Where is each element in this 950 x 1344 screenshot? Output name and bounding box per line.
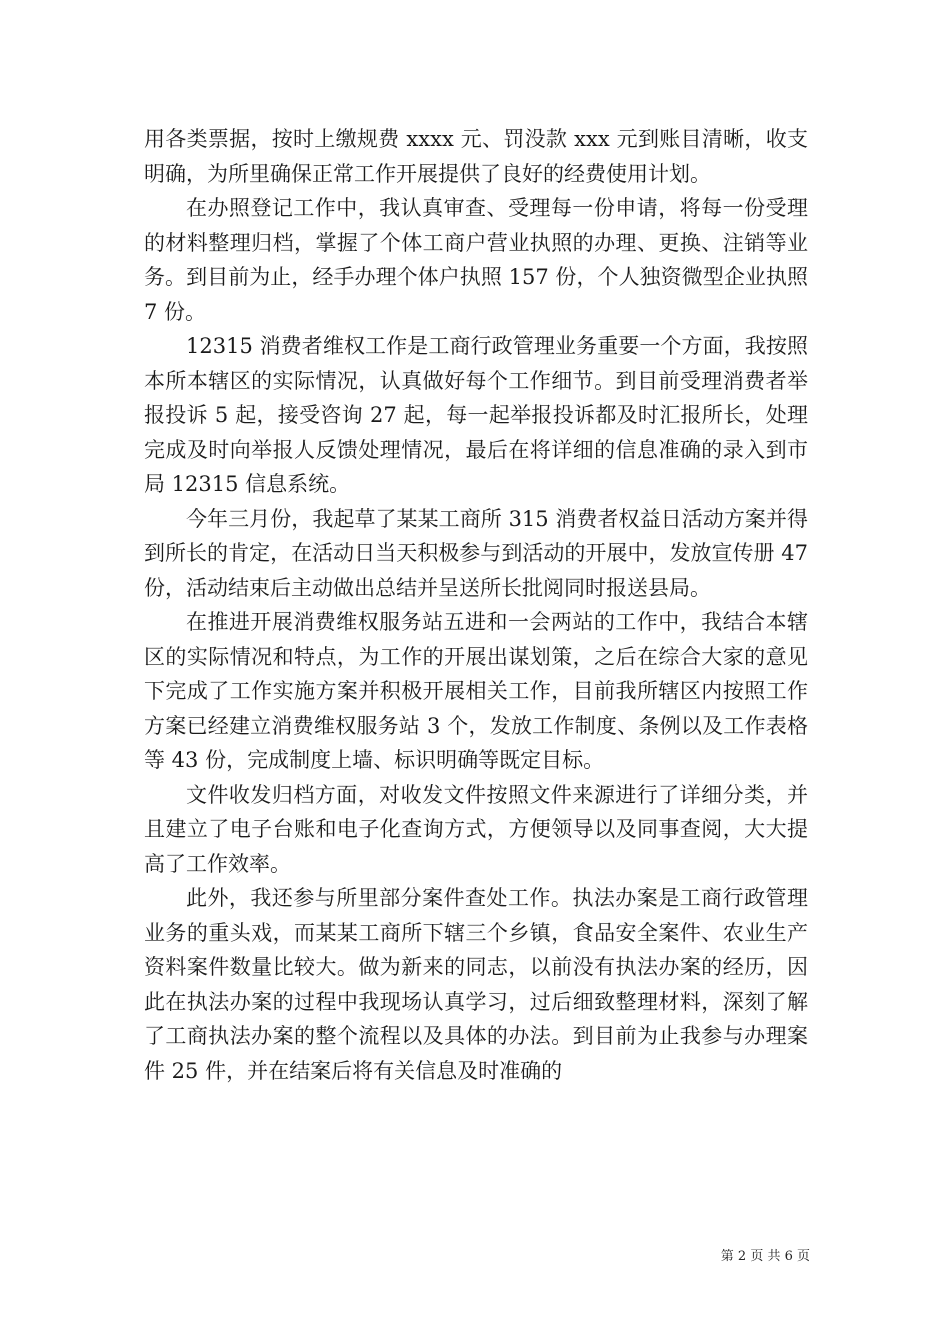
document-body (144, 122, 808, 1088)
page-number-footer: 第 2 页 共 6 页 (720, 1249, 810, 1264)
paragraph-registration: 在办照登记工作中，我认真审查、受理每一份申请，将每一份受理的材料整理归档，掌握了个体工商户营业执照的办理、更换、注销等业务。到目前为止，经手办理个体户执照 157 份，个人独资微型企业执照 7 份。 (144, 196, 808, 324)
paragraph-consumer-rights: 12315 消费者维权工作是工商行政管理业务重要一个方面，我按照本所本辖区的实际情况，认真做好每个工作细节。到目前受理消费者举报投诉 5 起，接受咨询 27 起，每一起举报投诉都及时汇报所长，处理完成及时向举报人反馈处理情况，最后在将详细的信息准确的录入到市局 12315 信息系统。 (144, 334, 808, 496)
paragraph-continued: 用各类票据，按时上缴规费 xxxx 元、罚没款 xxx 元到账目清晰，收支明确，为所里确保正常工作开展提供了良好的经费使用计划。 (144, 127, 808, 186)
paragraph-file-archiving: 文件收发归档方面，对收发文件按照文件来源进行了详细分类，并且建立了电子台账和电子化查询方式，方便领导以及同事查阅，大大提高了工作效率。 (144, 782, 808, 876)
paragraph-315-activity: 今年三月份，我起草了某某工商所 315 消费者权益日活动方案并得到所长的肯定，在活动日当天积极参与到活动的开展中，发放宣传册 47 份，活动结束后主动做出总结并呈送所长批阅同时报送县局。 (144, 506, 808, 600)
paragraph-case-handling: 此外，我还参与所里部分案件查处工作。执法办案是工商行政管理业务的重头戏，而某某工商所下辖三个乡镇，食品安全案件、农业生产资料案件数量比较大。做为新来的同志，以前没有执法办案的经历，因此在执法办案的过程中我现场认真学习，过后细致整理材料，深刻了解了工商执法办案的整个流程以及具体的办法。到目前为止我参与办理案件 25 件，并在结案后将有关信息及时准确的 (144, 886, 808, 1083)
paragraph-service-station: 在推进开展消费维权服务站五进和一会两站的工作中，我结合本辖区的实际情况和特点，为工作的开展出谋划策，之后在综合大家的意见下完成了工作实施方案并积极开展相关工作，目前我所辖区内按照工作方案已经建立消费维权服务站 3 个，发放工作制度、条例以及工作表格等 43 份，完成制度上墙、标识明确等既定目标。 (144, 610, 808, 772)
